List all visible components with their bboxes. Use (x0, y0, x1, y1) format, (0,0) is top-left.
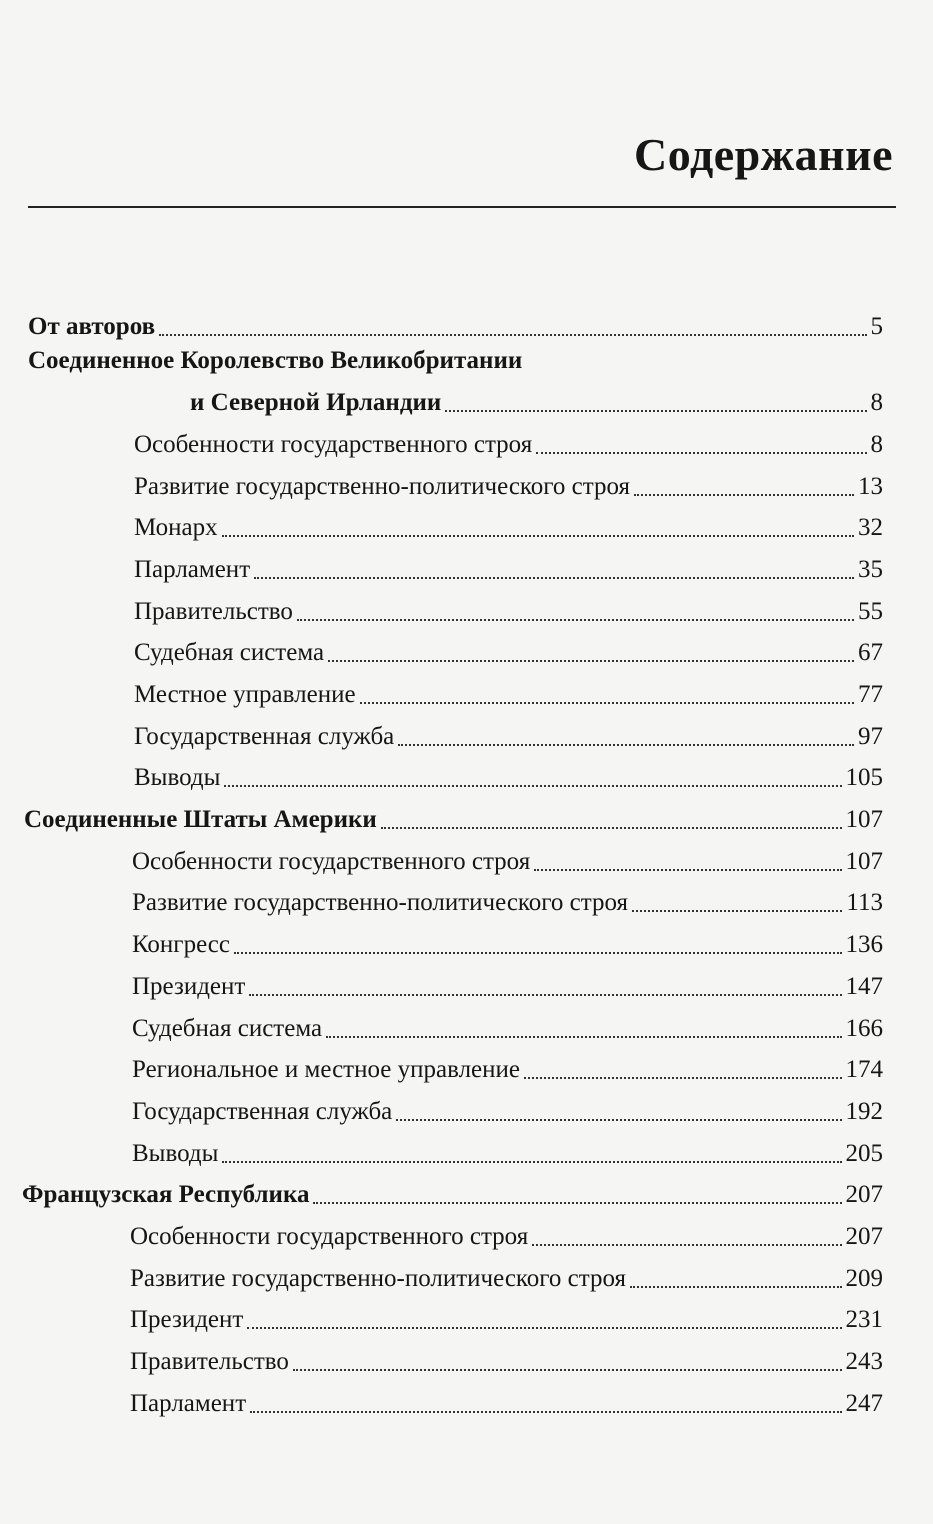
toc-entry-page: 13 (858, 473, 883, 500)
toc-entry-page: 8 (870, 389, 883, 416)
toc-entry-page: 166 (845, 1015, 883, 1042)
toc-leader-dots (632, 910, 842, 912)
toc-entry-page: 207 (845, 1181, 883, 1208)
toc-entry[interactable] (130, 1212, 883, 1252)
toc-entry-page: 136 (845, 931, 883, 958)
toc-leader-dots (297, 619, 854, 621)
page-title: Содержание (634, 129, 893, 180)
toc-entry-page: 8 (870, 431, 883, 458)
toc-entry-label: Французская Республика (22, 1181, 310, 1208)
toc-entry-uk[interactable] (190, 378, 883, 418)
toc-entry-label: Правительство (130, 1348, 289, 1375)
toc-entry-page: 5 (870, 313, 883, 340)
toc-leader-dots (224, 785, 841, 787)
toc-entry-label: Президент (132, 973, 246, 1000)
toc-leader-dots (250, 1411, 841, 1413)
toc-entry-label: Судебная система (132, 1015, 323, 1042)
toc-entry-label: Соединенные Штаты Америки (24, 806, 377, 833)
toc-entry-page: 105 (845, 764, 883, 791)
toc-leader-dots (254, 577, 854, 579)
toc-entry[interactable] (130, 1254, 883, 1294)
toc-entry-page: 247 (845, 1390, 883, 1417)
toc-entry[interactable] (134, 628, 883, 668)
toc-entry-page: 205 (845, 1140, 883, 1167)
toc-entry[interactable] (132, 1004, 883, 1044)
toc-entry-page: 55 (858, 598, 883, 625)
toc-entry-label: Развитие государственно-политического строя (130, 1265, 627, 1292)
toc-entry-from-authors[interactable] (28, 302, 883, 342)
toc-leader-dots (396, 1119, 841, 1121)
toc-entry-page: 174 (845, 1056, 883, 1083)
toc-entry[interactable] (132, 1087, 883, 1127)
toc-leader-dots (222, 535, 854, 537)
toc-entry-usa[interactable] (24, 795, 883, 835)
toc-entry-page: 35 (858, 556, 883, 583)
toc-entry[interactable] (134, 462, 883, 502)
toc-leader-dots (360, 702, 854, 704)
toc-entry-page: 107 (845, 806, 883, 833)
toc-leader-dots (630, 1286, 841, 1288)
toc-leader-dots (524, 1077, 841, 1079)
toc-entry-label: Выводы (134, 764, 221, 791)
toc-entry[interactable] (134, 587, 883, 627)
toc-entry-page: 192 (845, 1098, 883, 1125)
toc-leader-dots (326, 1036, 841, 1038)
toc-entry[interactable] (134, 753, 883, 793)
toc-entry-label: Развитие государственно-политического строя (134, 473, 631, 500)
toc-leader-dots (234, 952, 842, 954)
toc-entry[interactable] (134, 545, 883, 585)
toc-entry[interactable] (134, 503, 883, 543)
toc-entry-page: 107 (845, 848, 883, 875)
toc-entry[interactable] (134, 670, 883, 710)
toc-entry-page: 231 (845, 1306, 883, 1333)
toc-entry-page: 207 (845, 1223, 883, 1250)
toc-entry-label: Парламент (134, 556, 251, 583)
toc-entry-label: Парламент (130, 1390, 247, 1417)
toc-entry-label: Монарх (134, 514, 218, 541)
toc-entry-label: От авторов (28, 313, 156, 340)
toc-entry-page: 147 (845, 973, 883, 1000)
toc-leader-dots (634, 494, 854, 496)
toc-leader-dots (293, 1369, 842, 1371)
toc-entry-label: Развитие государственно-политического строя (132, 889, 629, 916)
toc-entry-label: Местное управление (134, 681, 356, 708)
toc-leader-dots (222, 1161, 841, 1163)
toc-leader-dots (247, 1327, 841, 1329)
toc-section-uk-line1[interactable]: Соединенное Королевство Великобритании (28, 347, 523, 374)
toc-entry[interactable] (132, 1129, 883, 1169)
toc-entry-page: 243 (845, 1348, 883, 1375)
toc-entry-label: Особенности государственного строя (134, 431, 533, 458)
toc-entry-label: Правительство (134, 598, 293, 625)
toc-entry-page: 97 (858, 723, 883, 750)
toc-leader-dots (534, 869, 841, 871)
toc-leader-dots (398, 744, 854, 746)
toc-entry[interactable] (134, 712, 883, 752)
toc-entry[interactable] (132, 962, 883, 1002)
toc-entry-label: Выводы (132, 1140, 219, 1167)
toc-entry-page: 113 (846, 889, 883, 916)
toc-leader-dots (532, 1244, 841, 1246)
toc-entry-label: Особенности государственного строя (130, 1223, 529, 1250)
toc-entry[interactable] (132, 1045, 883, 1085)
toc-entry-label: Региональное и местное управление (132, 1056, 521, 1083)
toc-leader-dots (313, 1202, 841, 1204)
toc-entry-label: Государственная служба (134, 723, 395, 750)
toc-entry-page: 77 (858, 681, 883, 708)
toc-entry[interactable] (130, 1379, 883, 1419)
toc-entry[interactable] (132, 837, 883, 877)
toc-entry-france[interactable] (22, 1170, 883, 1210)
toc-entry-label: Судебная система (134, 639, 325, 666)
toc-entry[interactable] (130, 1337, 883, 1377)
toc-entry[interactable] (130, 1295, 883, 1335)
toc-entry-page: 32 (858, 514, 883, 541)
toc-entry-label: Особенности государственного строя (132, 848, 531, 875)
toc-leader-dots (536, 452, 866, 454)
toc-leader-dots (445, 410, 866, 412)
toc-leader-dots (328, 660, 854, 662)
toc-entry[interactable] (132, 920, 883, 960)
toc-entry-label: Конгресс (132, 931, 230, 958)
toc-entry-label: Государственная служба (132, 1098, 393, 1125)
toc-entry-page: 67 (858, 639, 883, 666)
toc-entry-label: Президент (130, 1306, 244, 1333)
toc-entry[interactable] (132, 878, 883, 918)
toc-entry-page: 209 (845, 1265, 883, 1292)
toc-entry[interactable] (134, 420, 883, 460)
toc-leader-dots (159, 334, 866, 336)
toc-leader-dots (381, 827, 842, 829)
toc-entry-label: и Северной Ирландии (190, 389, 442, 416)
toc-leader-dots (249, 994, 841, 996)
